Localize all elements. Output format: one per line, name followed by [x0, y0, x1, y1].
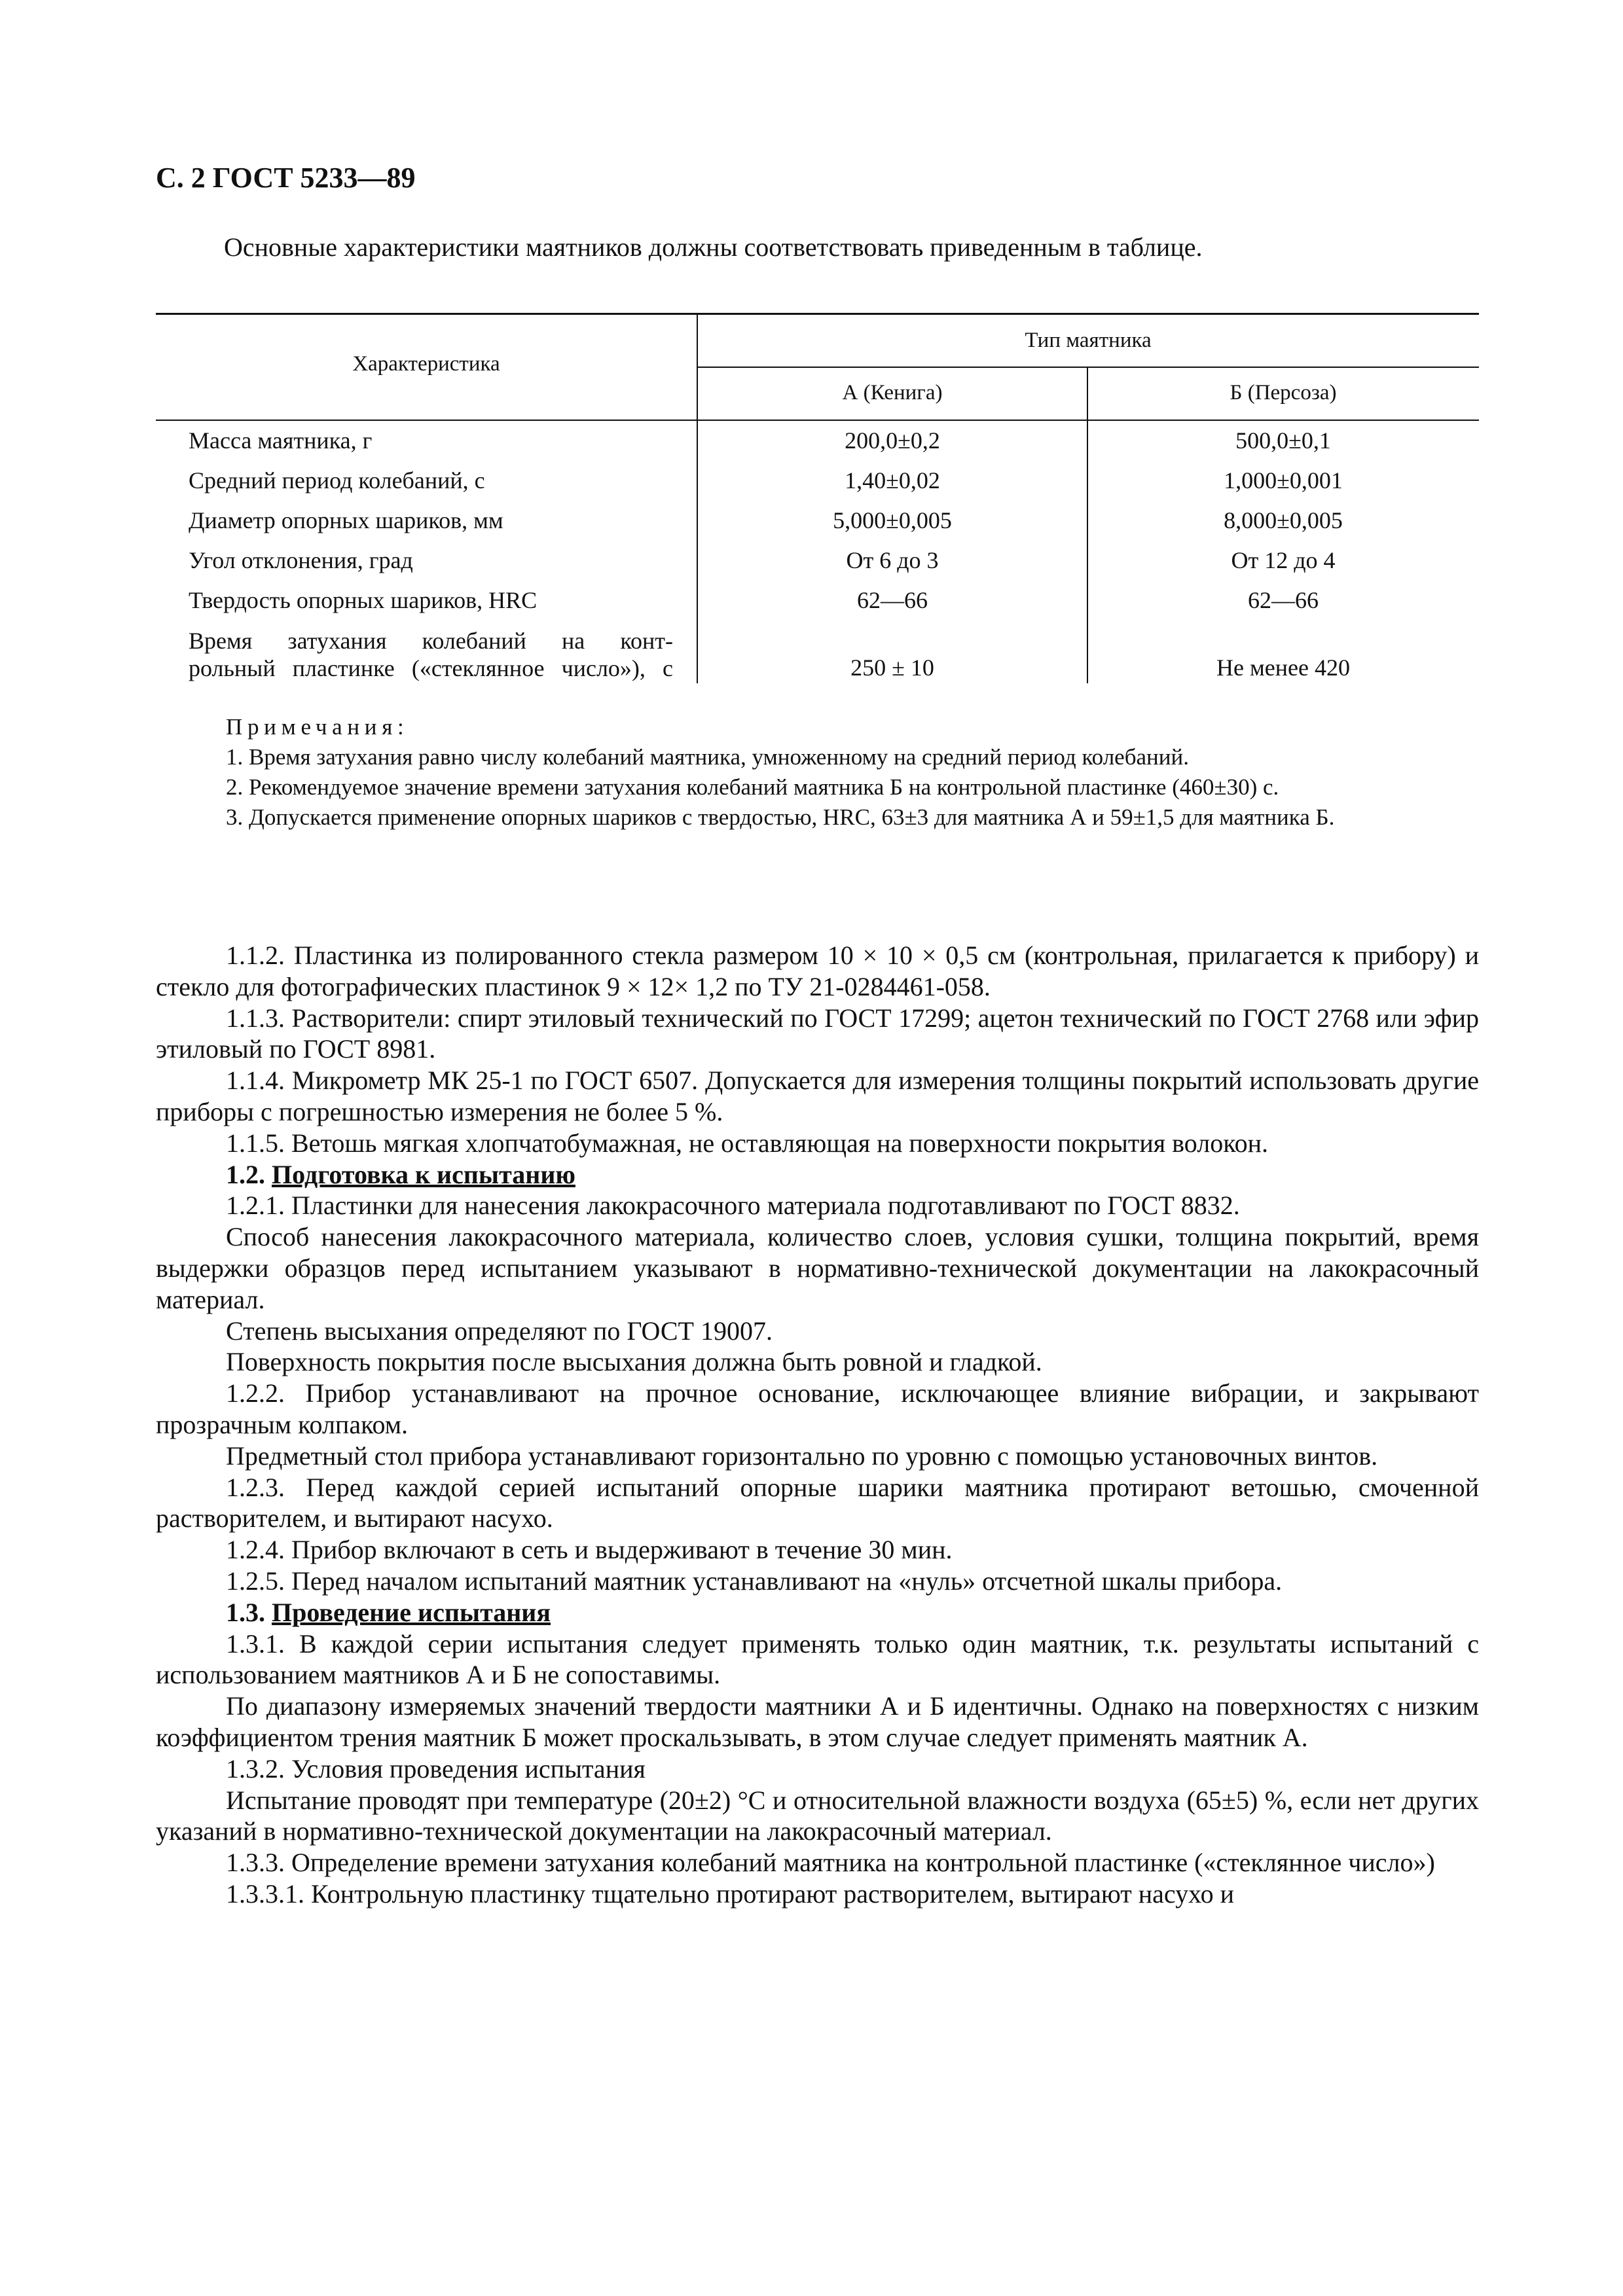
intro-paragraph: Основные характеристики маятников должны соответствовать приведенным в таблице. [224, 232, 1203, 262]
paragraph: Испытание проводят при температуре (20±2) °С и относительной влажности воздуха (65±5) %, если нет других указаний в нормативно-технической документации на лакокрасочный материал. [156, 1785, 1479, 1846]
table-row-label: Средний период колебаний, с [189, 467, 485, 493]
section-title: Проведение испытания [272, 1597, 551, 1627]
section-title: Подготовка к испытанию [272, 1159, 575, 1189]
table-cell-a: 200,0±0,2 [845, 427, 940, 454]
paragraph: 1.2.3. Перед каждой серией испытаний опорные шарики маятника протирают ветошью, смоченной растворителем, и вытирают насухо. [156, 1472, 1479, 1534]
paragraph: По диапазону измеряемых значений твердости маятники А и Б идентичны. Однако на поверхностях с низким коэффициентом трения маятник Б может проскальзывать, в этом случае следует применять маятник А. [156, 1691, 1479, 1752]
table-cell-b: 500,0±0,1 [1235, 427, 1331, 454]
section-number: 1.3. [226, 1597, 265, 1627]
body-text [156, 940, 1479, 1910]
section-heading [156, 1159, 1479, 1191]
table-cell-b: Не менее 420 [1216, 655, 1350, 681]
table-row-label-line-2: рольный пластинке («стеклянное число»), с [189, 655, 673, 681]
table-cell-a: 250 ± 10 [850, 655, 934, 681]
notes-block [156, 712, 1479, 833]
table-header-characteristic: Характеристика [352, 352, 500, 376]
note-item: 2. Рекомендуемое значение времени затухания колебаний маятника Б на контрольной пластинке (460±30) с. [226, 774, 1279, 800]
table-col-divider-1 [697, 313, 698, 683]
paragraph: 1.3.3.1. Контрольную пластинку тщательно протирают растворителем, вытирают насухо и [226, 1878, 1235, 1909]
table-cell-a: От 6 до 3 [846, 547, 939, 573]
paragraph: 1.1.4. Микрометр МК 25-1 по ГОСТ 6507. Допускается для измерения толщины покрытий использовать другие приборы с погрешностью измерения не более 5 %. [156, 1066, 1479, 1126]
table-row-label: Твердость опорных шариков, HRC [189, 587, 538, 613]
table-row-label: Диаметр опорных шариков, мм [189, 507, 503, 533]
table-header-col-b: Б (Персоза) [1230, 381, 1337, 404]
note-item: 1. Время затухания равно числу колебаний маятника, умноженному на средний период колебаний. [226, 744, 1189, 770]
paragraph: Степень высыхания определяют по ГОСТ 19007. [226, 1316, 773, 1346]
paragraph: Поверхность покрытия после высыхания должна быть ровной и гладкой. [226, 1347, 1042, 1377]
table-cell-b: От 12 до 4 [1231, 547, 1336, 573]
table-row-label: Масса маятника, г [189, 427, 373, 454]
table-header-col-a: А (Кенига) [842, 381, 943, 404]
paragraph: 1.2.5. Перед началом испытаний маятник устанавливают на «нуль» отсчетной шкалы прибора. [226, 1566, 1283, 1596]
table-cell-a: 1,40±0,02 [845, 467, 940, 493]
page-header: С. 2 ГОСТ 5233—89 [156, 162, 416, 194]
table-cell-b: 62—66 [1248, 587, 1319, 613]
table-cell-a: 5,000±0,005 [833, 507, 952, 533]
paragraph: 1.3.1. В каждой серии испытания следует применять только один маятник, т.к. результаты испытаний с использованием маятников А и Б не сопоставимы. [156, 1628, 1479, 1690]
table-type-rule [697, 367, 1479, 368]
paragraph: Предметный стол прибора устанавливают горизонтально по уровню с помощью установочных винтов. [226, 1441, 1378, 1471]
notes-heading: Примечания: [226, 714, 409, 740]
paragraph: Способ нанесения лакокрасочного материала, количество слоев, условия сушки, толщина покрытий, время выдержки образцов перед испытанием указывают в нормативно-технической документации на лакокрасочный материал. [156, 1222, 1479, 1314]
table-cell-a: 62—66 [857, 587, 928, 613]
characteristics-table [156, 313, 1479, 683]
table-top-rule [156, 313, 1479, 315]
table-cell-b: 1,000±0,001 [1224, 467, 1343, 493]
paragraph: 1.2.2. Прибор устанавливают на прочное основание, исключающее влияние вибрации, и закрывают прозрачным колпаком. [156, 1378, 1479, 1439]
paragraph: 1.1.5. Ветошь мягкая хлопчатобумажная, не оставляющая на поверхности покрытия волокон. [226, 1128, 1269, 1158]
note-item: 3. Допускается применение опорных шариков с твердостью, HRC, 63±3 для маятника А и 59±1,5 для маятника Б. [226, 804, 1335, 830]
paragraph: 1.2.1. Пластинки для нанесения лакокрасочного материала подготавливают по ГОСТ 8832. [226, 1191, 1240, 1221]
paragraph: 1.1.2. Пластинка из полированного стекла размером 10 × 10 × 0,5 см (контрольная, прилагается к прибору) и стекло для фотографических пластинок 9 × 12× 1,2 по ТУ 21-0284461-058. [156, 941, 1479, 1001]
section-number: 1.2. [226, 1159, 265, 1189]
paragraph: 1.2.4. Прибор включают в сеть и выдерживают в течение 30 мин. [226, 1535, 953, 1565]
table-cell-b: 8,000±0,005 [1224, 507, 1343, 533]
table-row-label-line-1: Время затухания колебаний на конт- [189, 628, 673, 654]
table-row-label: Угол отклонения, град [189, 547, 413, 573]
paragraph: 1.3.2. Условия проведения испытания [226, 1753, 646, 1784]
paragraph: 1.1.3. Растворители: спирт этиловый технический по ГОСТ 17299; ацетон технический по ГОСТ 2768 или эфир этиловый по ГОСТ 8981. [156, 1003, 1479, 1064]
table-header-rule [156, 420, 1479, 421]
table-header-pendulum-type: Тип маятника [1025, 329, 1152, 352]
paragraph: 1.3.3. Определение времени затухания колебаний маятника на контрольной пластинке («стеклянное число») [226, 1848, 1435, 1878]
section-heading [156, 1597, 1479, 1628]
